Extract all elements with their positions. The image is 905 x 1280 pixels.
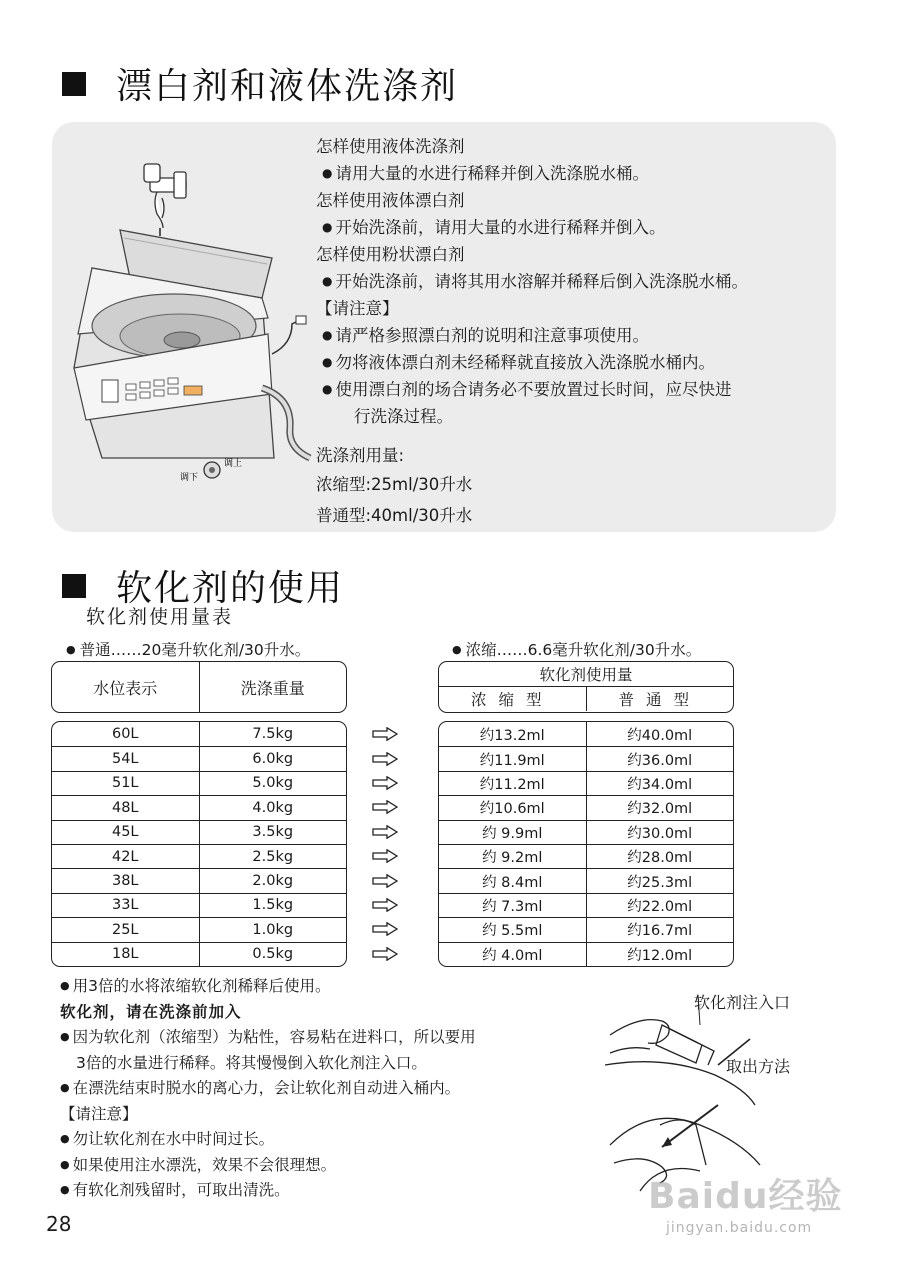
- tip-item: ● 因为软化剂（浓缩型）为粘性，容易粘在进料口，所以要用: [60, 1025, 600, 1051]
- dosage-concentrated: 浓缩型:25ml/30升水: [316, 475, 473, 494]
- water-level-cell: 51L: [111, 775, 139, 792]
- right-arrow-icon: [372, 820, 402, 844]
- arrow-column: [372, 722, 402, 966]
- wash-weight-cell: 6.0kg: [199, 747, 347, 770]
- table-row: [52, 722, 346, 746]
- normal-amount-cell: 约25.3ml: [586, 869, 734, 892]
- instruction-item: ● 开始洗涤前，请将其用水溶解并稀释后倒入洗涤脱水桶。: [316, 268, 826, 295]
- wash-weight-cell: 2.5kg: [199, 845, 347, 868]
- water-level-table: [51, 721, 347, 967]
- water-level-cell: 45L: [111, 824, 139, 841]
- caution-item: ● 请严格参照漂白剂的说明和注意事项使用。: [316, 322, 826, 349]
- caution-item-continued: 行洗涤过程。: [354, 407, 453, 426]
- tip-item-continued: 3倍的水量进行稀释。将其慢慢倒入软化剂注入口。: [76, 1053, 427, 1072]
- normal-amount-cell: 约34.0ml: [586, 772, 734, 795]
- wash-weight-cell: 4.0kg: [199, 796, 347, 819]
- wash-weight-cell: 5.0kg: [199, 772, 347, 795]
- square-bullet-icon: [62, 72, 86, 96]
- right-arrow-icon: [372, 868, 402, 892]
- wash-weight-cell: 1.0kg: [199, 918, 347, 941]
- dosage-normal: 普通型:40ml/30升水: [316, 506, 473, 525]
- header-normal: 普通型: [586, 687, 734, 711]
- watermark-logo: Baidu经验: [648, 1176, 843, 1217]
- normal-amount-cell: 约12.0ml: [586, 943, 734, 966]
- water-level-cell: 60L: [111, 726, 139, 743]
- water-level-cell: 54L: [111, 751, 139, 768]
- concentrated-amount-cell: 约11.2ml: [479, 776, 545, 793]
- table-row: [439, 795, 733, 819]
- concentrated-amount-cell: 约 7.3ml: [482, 898, 543, 915]
- instruction-item: ● 请用大量的水进行稀释并倒入洗涤脱水桶。: [316, 160, 826, 187]
- water-level-cell: 48L: [111, 799, 139, 816]
- section-bleach-title: 漂白剂和液体洗涤剂: [62, 58, 458, 109]
- water-level-cell: 42L: [111, 848, 139, 865]
- table-row: [439, 893, 733, 917]
- table-row: [439, 917, 733, 941]
- water-level-cell: 38L: [111, 873, 139, 890]
- right-arrow-icon: [372, 746, 402, 770]
- concentrated-amount-cell: 约11.9ml: [479, 752, 545, 769]
- tip-item: ● 在漂洗结束时脱水的离心力，会让软化剂自动进入桶内。: [60, 1076, 600, 1102]
- table-row: [52, 917, 346, 941]
- washing-machine-illustration: [62, 158, 327, 488]
- header-wash-weight: 洗涤重量: [199, 662, 347, 712]
- square-bullet-icon: [62, 574, 86, 598]
- normal-amount-cell: 约28.0ml: [586, 845, 734, 868]
- table-row: [439, 771, 733, 795]
- section-softener-title: 软化剂的使用: [62, 560, 344, 611]
- watermark-url: jingyan.baidu.com: [666, 1220, 813, 1236]
- normal-amount-cell: 约32.0ml: [586, 796, 734, 819]
- caution-item: ● 勿将液体漂白剂未经稀释就直接放入洗涤脱水桶内。: [316, 349, 826, 376]
- concentrated-ratio-note: ● 浓缩……6.6毫升软化剂/30升水。: [452, 638, 701, 660]
- caution-heading: 【请注意】: [60, 1104, 138, 1123]
- header-concentrated: 浓缩型: [470, 691, 554, 709]
- table-row: [52, 771, 346, 795]
- instruction-heading: 怎样使用粉状漂白剂: [316, 245, 465, 264]
- instruction-heading: 怎样使用液体洗涤剂: [316, 137, 465, 156]
- water-level-cell: 18L: [111, 946, 139, 963]
- wash-weight-cell: 3.5kg: [199, 821, 347, 844]
- adjust-up-label: 调上: [224, 459, 243, 469]
- wash-weight-cell: 2.0kg: [199, 869, 347, 892]
- concentrated-amount-cell: 约 9.2ml: [482, 850, 543, 867]
- caution-item: ● 有软化剂残留时，可取出清洗。: [60, 1178, 600, 1204]
- concentrated-amount-cell: 约 9.9ml: [482, 825, 543, 842]
- wash-weight-cell: 0.5kg: [199, 943, 347, 966]
- left-table-header: [51, 661, 347, 713]
- table-row: [439, 942, 733, 966]
- tip-item: ● 用3倍的水将浓缩软化剂稀释后使用。: [60, 974, 600, 1000]
- instruction-heading: 怎样使用液体漂白剂: [316, 191, 465, 210]
- removal-method-label: 取出方法: [726, 1057, 791, 1076]
- table-row: [439, 722, 733, 746]
- right-arrow-icon: [372, 844, 402, 868]
- softener-inlet-label: 软化剂注入口: [694, 993, 791, 1012]
- page-number: 28: [46, 1212, 72, 1236]
- caution-item: ● 使用漂白剂的场合请务必不要放置过长时间，应尽快进: [316, 376, 826, 403]
- water-level-cell: 33L: [111, 897, 139, 914]
- caution-heading: 【请注意】: [316, 299, 399, 318]
- right-arrow-icon: [372, 942, 402, 966]
- concentrated-amount-cell: 约 5.5ml: [482, 923, 543, 940]
- header-softener-amount: 软化剂使用量: [439, 662, 733, 687]
- tip-heading: 软化剂，请在洗涤前加入: [60, 1002, 242, 1021]
- table-row: [439, 820, 733, 844]
- caution-item: ● 如果使用注水漂洗，效果不会很理想。: [60, 1153, 600, 1179]
- dosage-title: 洗涤剂用量:: [316, 446, 405, 465]
- concentrated-amount-cell: 约13.2ml: [479, 727, 545, 744]
- table-row: [439, 746, 733, 770]
- normal-amount-cell: 约22.0ml: [586, 894, 734, 917]
- softener-amount-table: [438, 721, 734, 967]
- table-row: [52, 746, 346, 770]
- right-arrow-icon: [372, 795, 402, 819]
- right-arrow-icon: [372, 917, 402, 941]
- normal-amount-cell: 约40.0ml: [586, 722, 734, 746]
- right-arrow-icon: [372, 722, 402, 746]
- caution-item: ● 勿让软化剂在水中时间过长。: [60, 1127, 600, 1153]
- bleach-instructions: [316, 133, 826, 531]
- table-row: [52, 844, 346, 868]
- right-table-header: [438, 661, 734, 713]
- table-row: [439, 868, 733, 892]
- table-row: [52, 795, 346, 819]
- normal-amount-cell: 约16.7ml: [586, 918, 734, 941]
- adjust-down-label: 调下: [180, 473, 199, 483]
- softener-tips: [60, 974, 600, 1204]
- normal-amount-cell: 约30.0ml: [586, 821, 734, 844]
- water-level-cell: 25L: [111, 921, 139, 938]
- wash-weight-cell: 1.5kg: [199, 894, 347, 917]
- table-row: [52, 893, 346, 917]
- normal-ratio-note: ● 普通……20毫升软化剂/30升水。: [66, 638, 310, 660]
- table-row: [439, 844, 733, 868]
- table-row: [52, 868, 346, 892]
- table-row: [52, 820, 346, 844]
- right-arrow-icon: [372, 893, 402, 917]
- table-row: [52, 942, 346, 966]
- softener-table-subtitle: 软化剂使用量表: [86, 606, 234, 628]
- instruction-item: ● 开始洗涤前，请用大量的水进行稀释并倒入。: [316, 214, 826, 241]
- concentrated-amount-cell: 约 4.0ml: [482, 947, 543, 964]
- concentrated-amount-cell: 约10.6ml: [479, 801, 545, 818]
- right-arrow-icon: [372, 771, 402, 795]
- wash-weight-cell: 7.5kg: [199, 722, 347, 746]
- normal-amount-cell: 约36.0ml: [586, 747, 734, 770]
- concentrated-amount-cell: 约 8.4ml: [482, 874, 543, 891]
- header-water-level: 水位表示: [93, 678, 158, 698]
